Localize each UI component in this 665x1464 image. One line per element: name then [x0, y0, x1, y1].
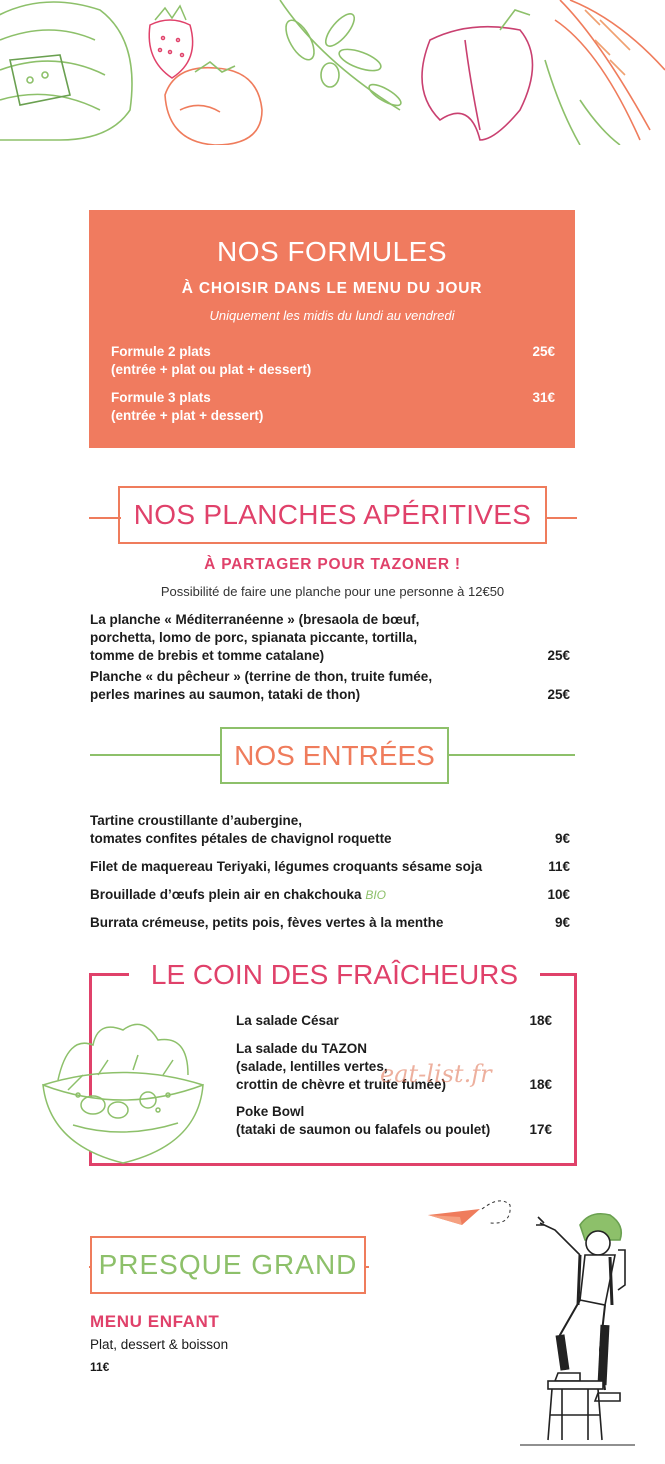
divider-line — [545, 517, 577, 519]
section-title: NOS PLANCHES APÉRITIVES — [133, 499, 532, 530]
paper-plane-icon — [428, 1201, 510, 1225]
section-title: NOS ENTRÉES — [234, 740, 435, 771]
formule-item — [111, 343, 555, 379]
item-text: tomme de brebis et tomme catalane) — [90, 648, 325, 663]
salad-bowl-icon — [38, 1015, 208, 1170]
bio-tag: BIO — [365, 888, 386, 902]
section-header-planches — [118, 486, 547, 544]
item-text: La salade du TAZON — [236, 1041, 368, 1056]
formules-title: NOS FORMULES — [216, 236, 448, 267]
section-header-entrees — [220, 727, 449, 784]
item-text: porchetta, lomo de porc, spianata piccante, tortilla, — [90, 630, 418, 645]
item-text: perles marines au saumon, tataki de thon) — [90, 687, 361, 702]
section-title: PRESQUE GRAND — [98, 1249, 358, 1280]
formules-note: Uniquement les midis du lundi au vendredi — [209, 308, 455, 323]
item-price: 17€ — [529, 1122, 552, 1137]
divider-line — [89, 973, 129, 976]
item-text: Planche « du pêcheur » (terrine de thon, truite fumée, — [90, 669, 433, 684]
formule-price: 25€ — [532, 344, 555, 359]
item-price: 11€ — [548, 859, 570, 874]
item-text: La planche « Méditerranéenne » (bresaola de bœuf, — [90, 612, 420, 627]
item-price: 18€ — [529, 1013, 552, 1028]
item-text: Burrata crémeuse, petits pois, fèves vertes à la menthe — [90, 915, 444, 930]
item-price: 9€ — [554, 831, 570, 846]
divider-line — [447, 754, 575, 756]
formules-subtitle: À CHOISIR DANS LE MENU DU JOUR — [181, 280, 483, 297]
item-text: crottin de chèvre et truite fumée) — [236, 1077, 447, 1092]
menu-item — [236, 1012, 552, 1030]
divider-line — [540, 973, 577, 976]
divider-line — [90, 754, 222, 756]
item-text: tomates confites pétales de chavignol roquette — [90, 831, 392, 846]
menu-item — [90, 812, 570, 848]
menu-item — [90, 611, 570, 665]
item-price: 18€ — [529, 1077, 552, 1092]
item-text: (salade, lentilles vertes, — [236, 1059, 388, 1074]
item-text: Filet de maquereau Teriyaki, légumes croquants sésame soja — [90, 859, 483, 874]
divider-line — [89, 517, 121, 519]
item-price: 10€ — [547, 887, 570, 902]
olive-branch-icon — [280, 0, 404, 110]
menu-item — [236, 1103, 552, 1139]
item-price: 9€ — [554, 915, 570, 930]
vegetables-illustration — [0, 0, 665, 145]
item-text: Tartine croustillante d’aubergine, — [90, 813, 303, 828]
child-icon — [520, 1214, 635, 1445]
watermark: eat-list.fr — [380, 1060, 492, 1088]
menu-enfant-desc: Plat, dessert & boisson — [90, 1337, 229, 1352]
item-price: 25€ — [547, 687, 570, 702]
formules-box — [89, 210, 575, 448]
section-title: LE COIN DES FRAÎCHEURS — [129, 958, 540, 992]
menu-item — [90, 886, 570, 904]
formule-item — [111, 389, 555, 425]
strawberry-icon — [149, 6, 192, 78]
planches-note: Possibilité de faire une planche pour une personne à 12€50 — [160, 584, 505, 599]
corn-icon — [545, 0, 665, 145]
child-paper-plane-illustration — [420, 1195, 650, 1450]
formule-desc: (entrée + plat + dessert) — [111, 408, 264, 423]
tomato-icon — [165, 62, 262, 145]
item-text: Brouillade d’œufs plein air en chakchouka — [90, 887, 362, 902]
pepper-icon — [422, 10, 533, 140]
formule-desc: (entrée + plat ou plat + dessert) — [111, 362, 312, 377]
menu-item — [90, 668, 570, 704]
menu-enfant-label: MENU ENFANT — [90, 1312, 220, 1331]
planches-subtitle: À PARTAGER POUR TAZONER ! — [204, 556, 461, 573]
menu-item — [90, 914, 570, 932]
item-text: (tataki de saumon ou falafels ou poulet) — [236, 1122, 491, 1137]
item-text: Poke Bowl — [236, 1104, 305, 1119]
formule-name: Formule 3 plats — [111, 390, 211, 405]
section-header-enfant — [90, 1236, 366, 1294]
menu-enfant-price: 11€ — [90, 1360, 110, 1374]
item-price: 25€ — [547, 648, 570, 663]
formule-name: Formule 2 plats — [111, 344, 211, 359]
formule-price: 31€ — [532, 390, 555, 405]
item-text: La salade César — [236, 1013, 339, 1028]
watermelon-icon — [0, 2, 132, 140]
menu-item — [90, 858, 570, 876]
